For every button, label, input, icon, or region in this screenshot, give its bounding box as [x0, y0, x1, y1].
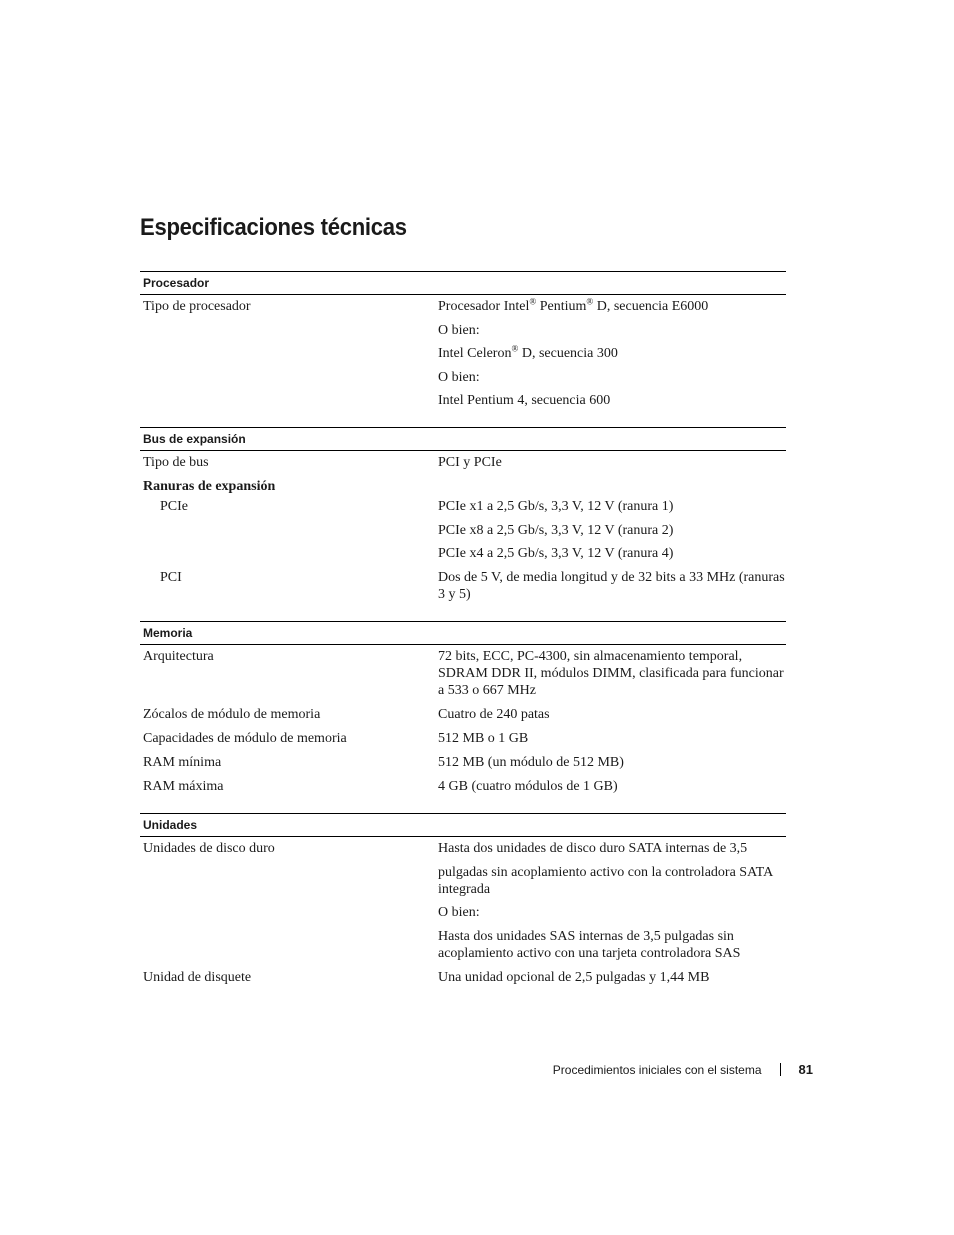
spec-row: [140, 966, 786, 990]
spec-value: Dos de 5 V, de media longitud y de 32 bits a 33 MHz (ranuras 3 y 5): [438, 570, 785, 602]
spec-label: Unidad de disquete: [143, 969, 252, 985]
spec-value: Una unidad opcional de 2,5 pulgadas y 1,44 MB: [438, 969, 710, 985]
spec-label: PCIe: [160, 499, 188, 514]
spec-section: [140, 813, 786, 990]
spec-row: [140, 751, 786, 775]
spec-value: 512 MB (un módulo de 512 MB): [438, 755, 624, 770]
footer-separator: [780, 1063, 781, 1076]
spec-value: O bien:: [438, 905, 480, 920]
spec-values: [438, 569, 786, 607]
spec-value: pulgadas sin acoplamiento activo con la controladora SATA integrada: [438, 864, 773, 897]
spec-label: Arquitectura: [143, 649, 214, 664]
page-footer: [553, 1062, 813, 1077]
spec-label: Tipo de bus: [143, 455, 209, 470]
spec-value: Cuatro de 240 patas: [438, 707, 550, 722]
spec-value: PCIe x8 a 2,5 Gb/s, 3,3 V, 12 V (ranura 2): [438, 522, 674, 538]
spec-label: Unidades de disco duro: [143, 841, 275, 856]
spec-row: [140, 703, 786, 727]
spec-row: [140, 295, 786, 413]
spec-label: Tipo de procesador: [143, 299, 251, 314]
spec-value: 72 bits, ECC, PC-4300, sin almacenamiento temporal, SDRAM DDR II, módulos DIMM, clasificada para funcionar a 533 o 667 MHz: [438, 649, 784, 698]
spec-values: [438, 840, 786, 966]
spec-value: Hasta dos unidades SAS internas de 3,5 pulgadas sin acoplamiento activo con una tarjeta controladora SAS: [438, 928, 741, 961]
spec-row: [140, 727, 786, 751]
spec-values: [438, 730, 786, 751]
spec-value: Intel Celeron® D, secuencia 300: [438, 343, 618, 361]
spec-value: PCI y PCIe: [438, 455, 502, 470]
spec-values: [438, 754, 786, 775]
spec-row: [140, 566, 786, 607]
spec-label: Capacidades de módulo de memoria: [143, 731, 347, 746]
spec-value: O bien:: [438, 322, 480, 338]
spec-label: Zócalos de módulo de memoria: [143, 707, 321, 722]
spec-values: [438, 778, 786, 799]
spec-section: [140, 427, 786, 607]
spec-value: 4 GB (cuatro módulos de 1 GB): [438, 779, 618, 794]
spec-values: [438, 498, 786, 566]
spec-row: [140, 775, 786, 799]
spec-value: PCIe x4 a 2,5 Gb/s, 3,3 V, 12 V (ranura 4): [438, 546, 674, 561]
footer-chapter-title: Procedimientos iniciales con el sistema: [552, 1062, 762, 1077]
section-header: Memoria: [140, 621, 786, 645]
spec-row: [140, 451, 786, 475]
page-title: Especificaciones técnicas: [140, 214, 407, 241]
spec-label: Ranuras de expansión: [143, 479, 276, 494]
spec-value: O bien:: [438, 369, 480, 385]
spec-label: RAM máxima: [143, 779, 224, 794]
spec-values: [438, 648, 786, 703]
spec-row: [140, 837, 786, 966]
spec-section: [140, 621, 786, 799]
spec-row: [140, 475, 786, 495]
spec-value: PCIe x1 a 2,5 Gb/s, 3,3 V, 12 V (ranura 1): [438, 499, 674, 514]
spec-row: [140, 645, 786, 703]
spec-value: Hasta dos unidades de disco duro SATA internas de 3,5: [438, 841, 748, 856]
spec-value: Procesador Intel® Pentium® D, secuencia E6000: [438, 296, 709, 314]
spec-value: Intel Pentium 4, secuencia 600: [438, 393, 611, 408]
spec-values: [438, 454, 786, 475]
spec-values: [438, 706, 786, 727]
spec-section: [140, 271, 786, 413]
section-header: Procesador: [140, 271, 786, 295]
spec-values: [438, 969, 786, 990]
page-number: 81: [798, 1062, 813, 1077]
spec-label: PCI: [160, 570, 182, 585]
spec-values: [438, 298, 786, 413]
spec-value: 512 MB o 1 GB: [438, 731, 529, 746]
section-header: Bus de expansión: [140, 427, 786, 451]
specifications-table: [140, 271, 786, 1004]
spec-values: [438, 478, 786, 495]
section-header: Unidades: [140, 813, 786, 837]
spec-row: [140, 495, 786, 566]
spec-label: RAM mínima: [143, 755, 222, 770]
